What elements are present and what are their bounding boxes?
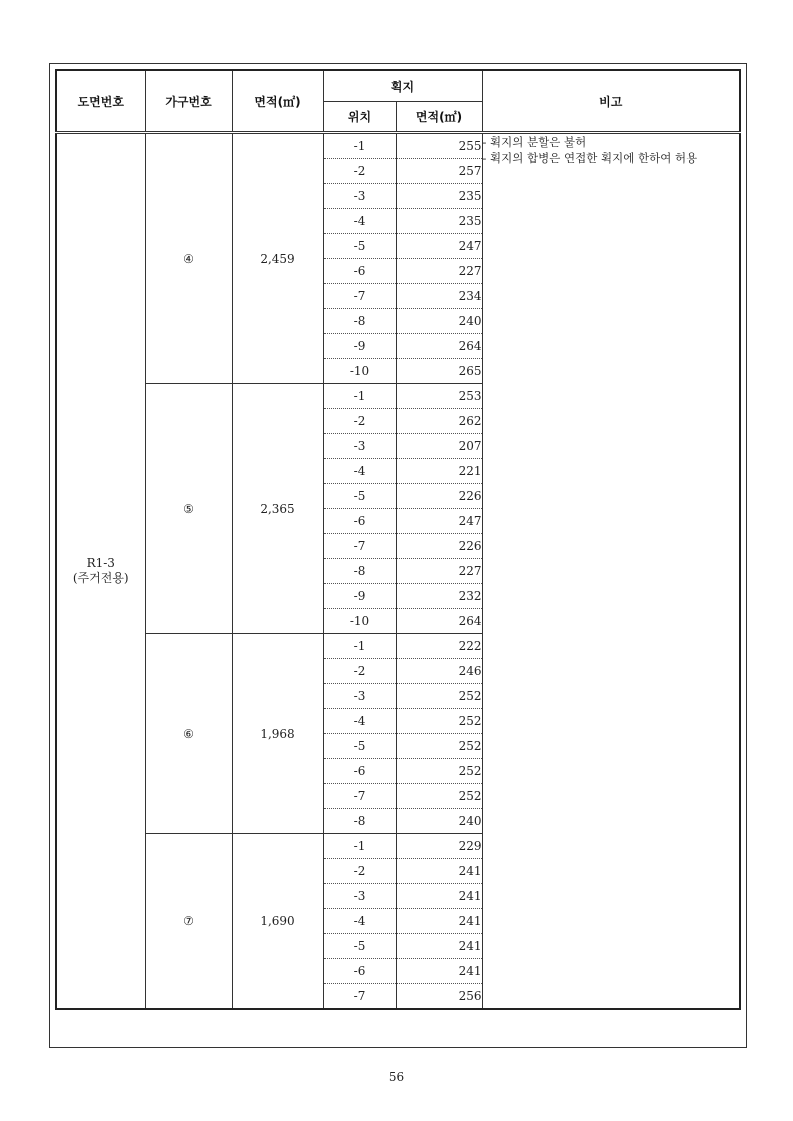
lot-area: 229 — [396, 834, 482, 859]
lot-area: 207 — [396, 434, 482, 459]
block-area: 1,690 — [232, 834, 323, 1010]
lot-area: 240 — [396, 809, 482, 834]
lot-position: -1 — [323, 834, 396, 859]
lot-position: -8 — [323, 309, 396, 334]
header-remarks: 비고 — [482, 70, 740, 133]
page-number: 56 — [388, 1070, 405, 1084]
lot-position: -9 — [323, 334, 396, 359]
lot-area: 227 — [396, 559, 482, 584]
lot-area: 240 — [396, 309, 482, 334]
lot-position: -3 — [323, 434, 396, 459]
block-number: ④ — [145, 133, 232, 384]
lot-position: -2 — [323, 409, 396, 434]
lot-area: 227 — [396, 259, 482, 284]
lot-area: 252 — [396, 759, 482, 784]
lot-area: 232 — [396, 584, 482, 609]
header-drawing-no: 도면번호 — [56, 70, 145, 133]
lot-position: -8 — [323, 559, 396, 584]
drawing-code: R1-3 — [86, 556, 115, 570]
lot-area: 264 — [396, 609, 482, 634]
lot-position: -7 — [323, 784, 396, 809]
lot-position: -4 — [323, 209, 396, 234]
lot-area: 252 — [396, 784, 482, 809]
lot-position: -10 — [323, 609, 396, 634]
header-block-no: 가구번호 — [145, 70, 232, 133]
lot-position: -6 — [323, 259, 396, 284]
lot-area: 241 — [396, 884, 482, 909]
lot-position: -6 — [323, 959, 396, 984]
lot-area: 241 — [396, 909, 482, 934]
lot-area: 252 — [396, 734, 482, 759]
lot-position: -6 — [323, 509, 396, 534]
lot-position: -2 — [323, 859, 396, 884]
block-area: 1,968 — [232, 634, 323, 834]
lot-position: -4 — [323, 909, 396, 934]
lot-position: -7 — [323, 284, 396, 309]
lot-position: -5 — [323, 934, 396, 959]
lot-area: 255 — [396, 133, 482, 159]
header-lot-position: 위치 — [323, 102, 396, 133]
lot-position: -3 — [323, 184, 396, 209]
lot-position: -1 — [323, 133, 396, 159]
lot-position: -6 — [323, 759, 396, 784]
block-number: ⑦ — [145, 834, 232, 1010]
header-lot: 획지 — [323, 70, 482, 102]
lot-position: -5 — [323, 234, 396, 259]
lot-area: 252 — [396, 709, 482, 734]
lot-position: -1 — [323, 634, 396, 659]
lot-position: -2 — [323, 159, 396, 184]
lot-area: 241 — [396, 859, 482, 884]
lot-area: 246 — [396, 659, 482, 684]
lot-position: -5 — [323, 734, 396, 759]
lot-position: -4 — [323, 709, 396, 734]
lot-area: 234 — [396, 284, 482, 309]
lot-area: 226 — [396, 534, 482, 559]
lot-area: 247 — [396, 234, 482, 259]
lot-area: 265 — [396, 359, 482, 384]
lot-position: -2 — [323, 659, 396, 684]
lot-area: 252 — [396, 684, 482, 709]
remarks-cell — [482, 133, 740, 1010]
lot-position: -7 — [323, 534, 396, 559]
block-number: ⑤ — [145, 384, 232, 634]
lot-position: -7 — [323, 984, 396, 1010]
lot-area: 247 — [396, 509, 482, 534]
remark-line: - 획지의 분할은 불허 — [482, 135, 587, 149]
lot-table — [55, 69, 741, 1010]
header-area: 면적(㎡) — [232, 70, 323, 133]
lot-area: 235 — [396, 184, 482, 209]
header-lot-area: 면적(㎡) — [396, 102, 482, 133]
lot-position: -5 — [323, 484, 396, 509]
lot-area: 235 — [396, 209, 482, 234]
lot-position: -9 — [323, 584, 396, 609]
lot-area: 256 — [396, 984, 482, 1010]
lot-area: 241 — [396, 934, 482, 959]
lot-area: 257 — [396, 159, 482, 184]
lot-area: 241 — [396, 959, 482, 984]
remark-line: - 획지의 합병은 연접한 획지에 한하여 허용 — [482, 151, 698, 165]
lot-position: -3 — [323, 684, 396, 709]
lot-position: -8 — [323, 809, 396, 834]
lot-position: -3 — [323, 884, 396, 909]
lot-area: 226 — [396, 484, 482, 509]
block-area: 2,459 — [232, 133, 323, 384]
block-area: 2,365 — [232, 384, 323, 634]
drawing-cell — [56, 133, 145, 1010]
block-number: ⑥ — [145, 634, 232, 834]
table-body — [56, 133, 740, 1010]
lot-area: 264 — [396, 334, 482, 359]
lot-position: -10 — [323, 359, 396, 384]
lot-position: -4 — [323, 459, 396, 484]
lot-position: -1 — [323, 384, 396, 409]
lot-area: 262 — [396, 409, 482, 434]
lot-area: 253 — [396, 384, 482, 409]
drawing-use: (주거전용) — [72, 571, 129, 585]
lot-area: 222 — [396, 634, 482, 659]
lot-area: 221 — [396, 459, 482, 484]
table-row — [56, 133, 740, 159]
